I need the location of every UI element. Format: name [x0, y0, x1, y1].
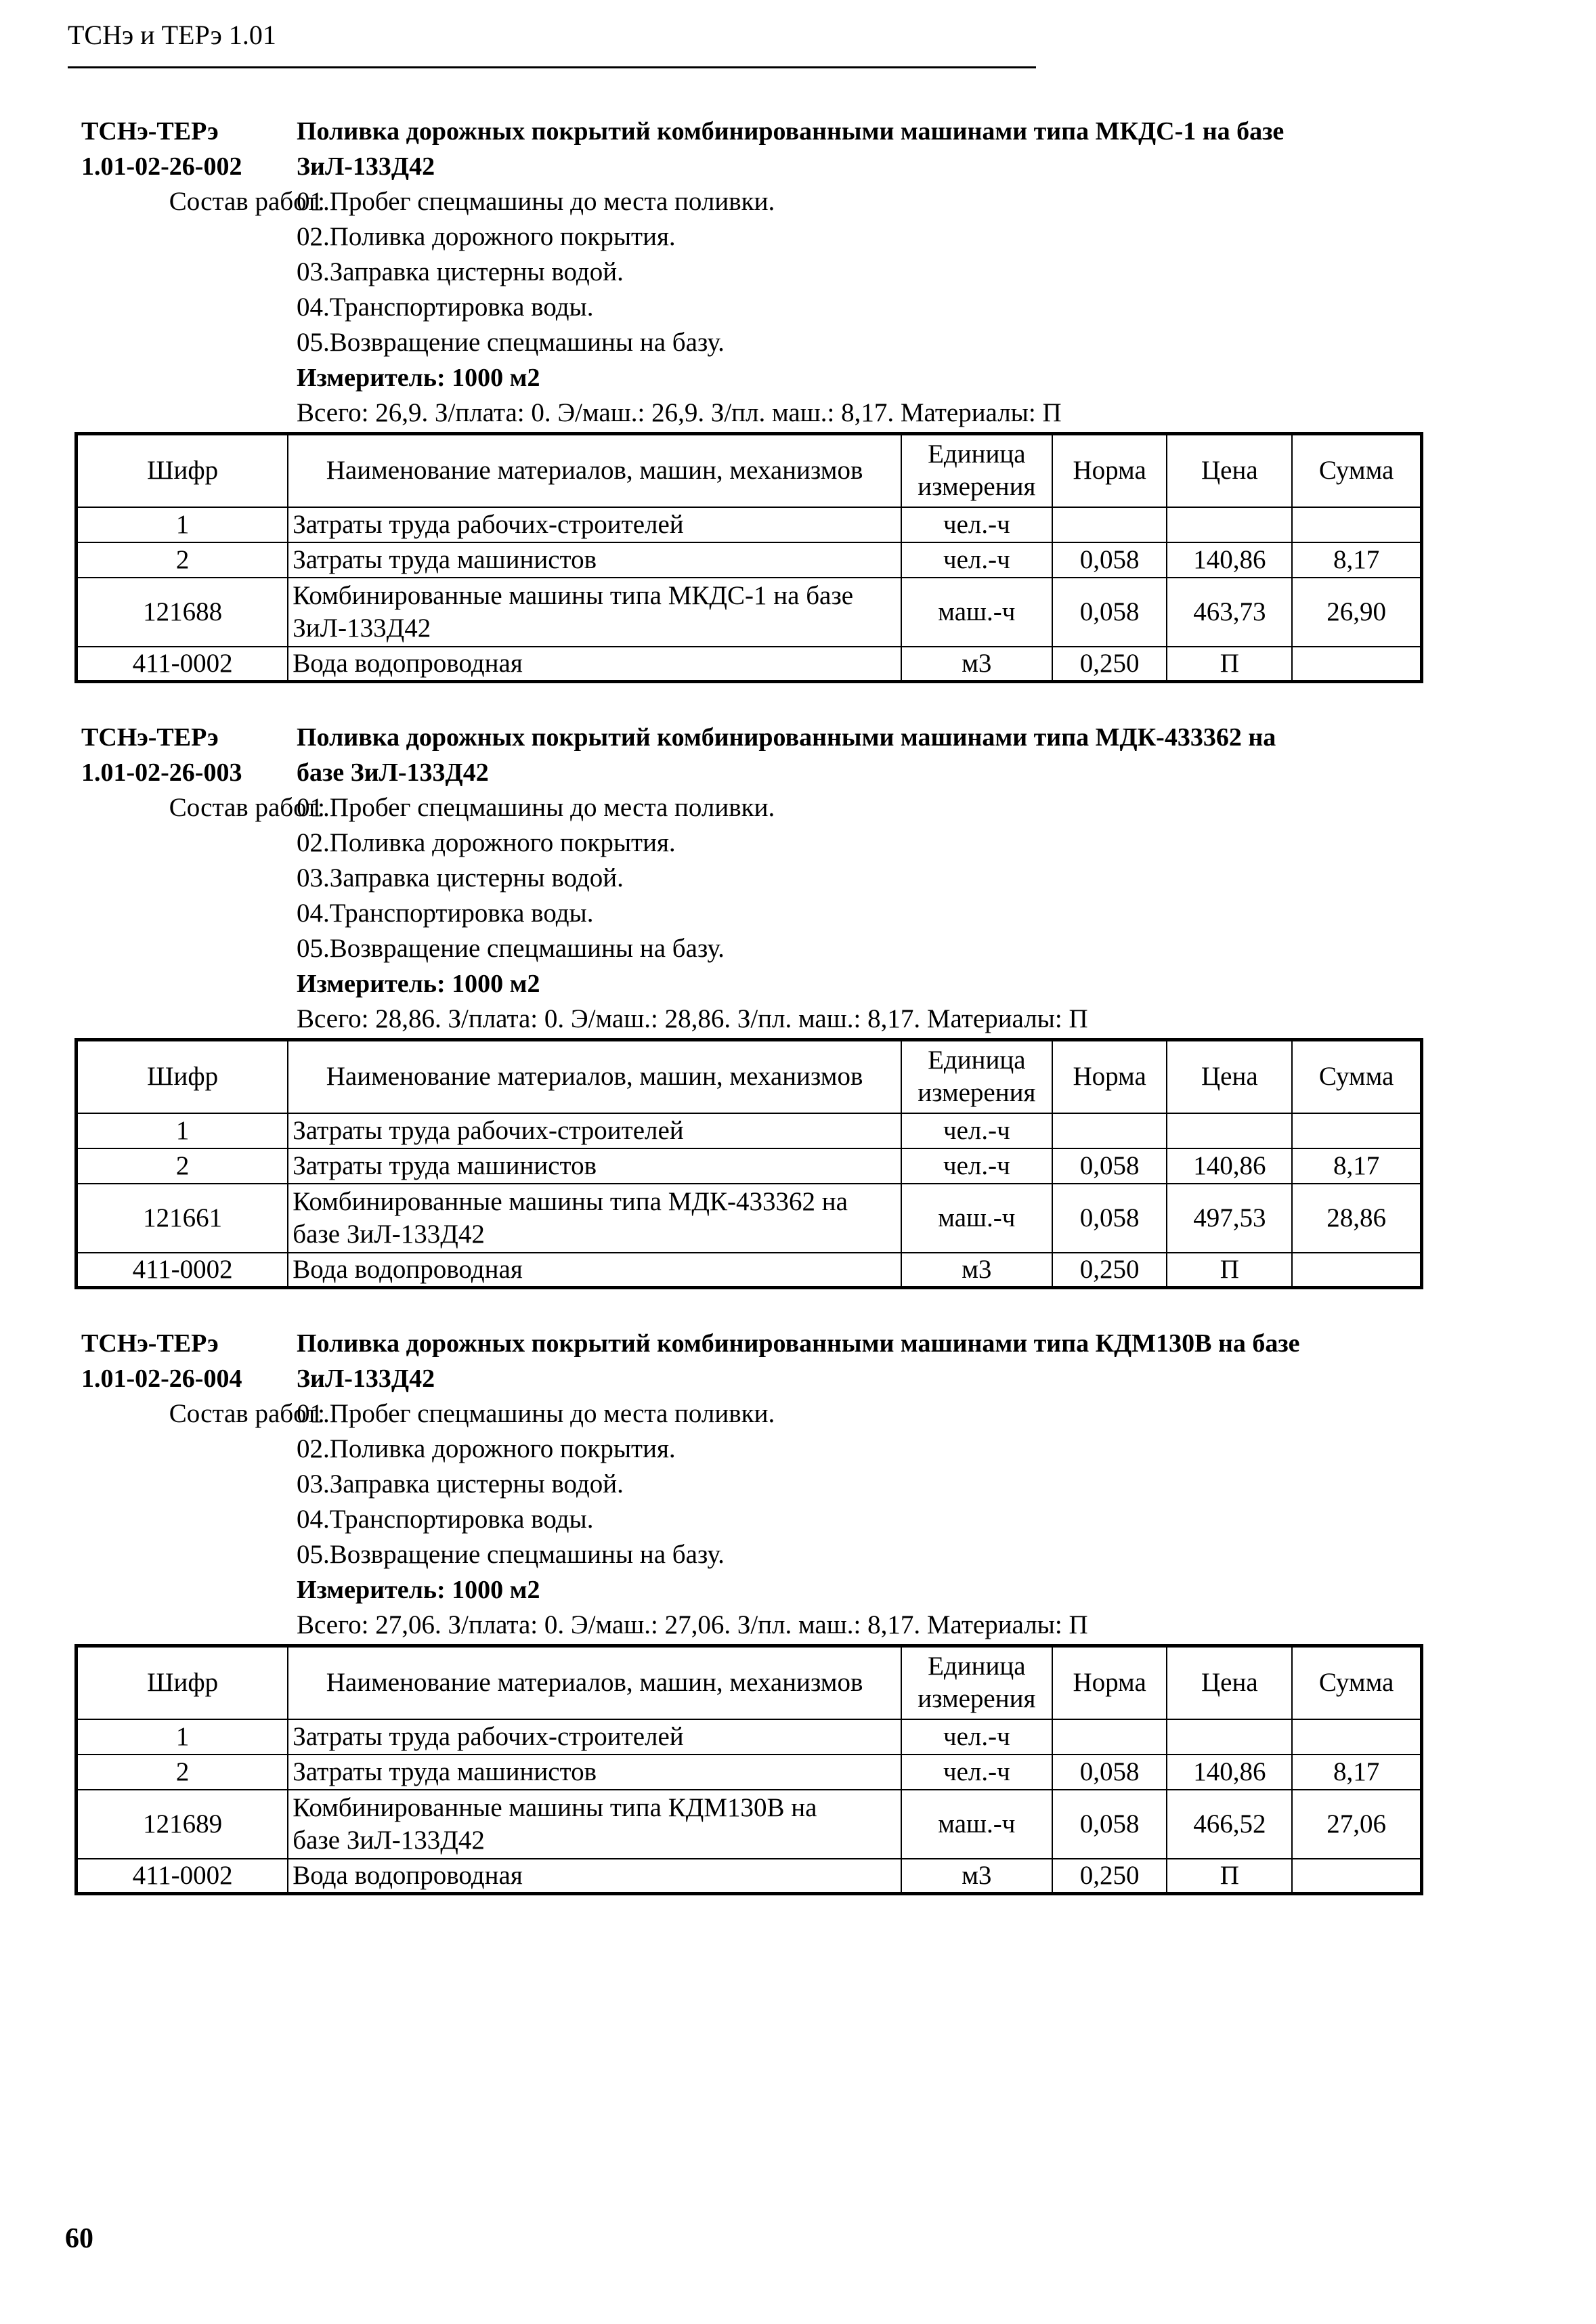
entry-title-row	[68, 1326, 1422, 1361]
cell-name-line: Затраты труда машинистов	[293, 1150, 597, 1180]
meter: Измеритель: 1000 м2	[297, 1576, 540, 1604]
cell-name	[288, 1184, 901, 1253]
work-item-row	[68, 1432, 1422, 1467]
cell-name-line: базе ЗиЛ-133Д42	[293, 1219, 485, 1249]
cell-name	[288, 1859, 901, 1894]
cell-price	[1167, 507, 1292, 542]
cell-code: 2	[77, 1755, 288, 1790]
cell-code: 121688	[77, 578, 288, 647]
meter-row	[68, 1572, 1422, 1608]
entry-title: Поливка дорожных покрытий комбинированными машинами типа МДК-433362 на	[297, 723, 1276, 752]
resources-table	[74, 432, 1423, 683]
table-row	[77, 507, 1422, 542]
cell-name	[288, 1755, 901, 1790]
cell-code: 411-0002	[77, 1859, 288, 1894]
cell-norm	[1052, 507, 1167, 542]
work-item-row	[68, 931, 1422, 966]
cell-sum	[1292, 1859, 1421, 1894]
entry-title: Поливка дорожных покрытий комбинированными машинами типа КДМ130В на базе	[297, 1329, 1300, 1358]
cell-code: 411-0002	[77, 1253, 288, 1288]
work-item: 01.Пробег спецмашины до места поливки.	[297, 793, 775, 822]
cell-name	[288, 1790, 901, 1859]
work-item-row	[68, 896, 1422, 931]
cell-sum: 26,90	[1292, 578, 1421, 647]
cell-norm: 0,058	[1052, 1148, 1167, 1184]
cell-price	[1167, 1113, 1292, 1148]
work-item-row	[68, 219, 1422, 255]
composition-label: Состав работ:	[169, 187, 325, 216]
entry-prefix: ТСНэ-ТЕРэ	[81, 723, 219, 752]
cell-name-line: Комбинированные машины типа КДМ130В на	[293, 1792, 817, 1822]
col-unit-header-line: измерения	[918, 472, 1036, 502]
entry-title: ЗиЛ-133Д42	[297, 152, 435, 181]
work-item-row	[68, 1537, 1422, 1572]
cell-sum: 8,17	[1292, 1148, 1421, 1184]
cell-name	[288, 647, 901, 682]
col-sum-header: Сумма	[1292, 1040, 1421, 1113]
composition-label: Состав работ:	[169, 793, 325, 822]
cell-sum: 8,17	[1292, 1755, 1421, 1790]
cell-code: 1	[77, 1719, 288, 1755]
totals-row	[68, 1608, 1422, 1643]
cell-unit: м3	[901, 1253, 1052, 1288]
totals: Всего: 27,06. З/плата: 0. Э/маш.: 27,06. З/пл. маш.: 8,17. Материалы: П	[297, 1610, 1088, 1639]
cell-sum	[1292, 647, 1421, 682]
cell-unit: чел.-ч	[901, 542, 1052, 578]
cell-code: 2	[77, 542, 288, 578]
work-item-row	[68, 184, 1422, 219]
work-item: 05.Возвращение спецмашины на базу.	[297, 1540, 725, 1569]
cell-sum: 8,17	[1292, 542, 1421, 578]
totals: Всего: 26,9. З/плата: 0. Э/маш.: 26,9. З/пл. маш.: 8,17. Материалы: П	[297, 398, 1062, 427]
work-item-row	[68, 1396, 1422, 1432]
cell-code: 411-0002	[77, 647, 288, 682]
entry-title-row	[68, 114, 1422, 149]
col-code-header: Шифр	[77, 1040, 288, 1113]
col-name-header: Наименование материалов, машин, механизмов	[288, 434, 901, 507]
cell-unit: чел.-ч	[901, 1148, 1052, 1184]
meter-row	[68, 966, 1422, 1002]
entry-code: 1.01-02-26-003	[81, 758, 242, 787]
cell-name	[288, 1148, 901, 1184]
cell-name	[288, 542, 901, 578]
entry-prefix: ТСНэ-ТЕРэ	[81, 117, 219, 146]
header-divider	[68, 66, 1036, 68]
col-price-header: Цена	[1167, 1646, 1292, 1719]
col-price-header: Цена	[1167, 1040, 1292, 1113]
cell-name-line: Вода водопроводная	[293, 1860, 523, 1890]
meter-row	[68, 360, 1422, 395]
cell-name	[288, 507, 901, 542]
cell-unit: маш.-ч	[901, 1790, 1052, 1859]
work-item-row	[68, 825, 1422, 861]
work-item: 05.Возвращение спецмашины на базу.	[297, 934, 725, 963]
cell-norm: 0,058	[1052, 578, 1167, 647]
col-unit-header-line: Единица	[928, 1652, 1026, 1681]
table-row	[77, 1113, 1422, 1148]
col-sum-header: Сумма	[1292, 1646, 1421, 1719]
cell-sum: 27,06	[1292, 1790, 1421, 1859]
cell-name-line: Затраты труда рабочих-строителей	[293, 509, 684, 539]
table-header-row	[77, 1040, 1422, 1113]
cell-code: 1	[77, 507, 288, 542]
entry-title: ЗиЛ-133Д42	[297, 1364, 435, 1393]
col-price-header: Цена	[1167, 434, 1292, 507]
cell-unit: маш.-ч	[901, 578, 1052, 647]
cell-price: П	[1167, 1859, 1292, 1894]
table-row	[77, 1184, 1422, 1253]
spec-entry	[68, 1326, 1422, 1643]
entry-title: базе ЗиЛ-133Д42	[297, 758, 489, 787]
work-item: 04.Транспортировка воды.	[297, 1505, 594, 1534]
spec-entry	[68, 114, 1422, 431]
meter: Измеритель: 1000 м2	[297, 364, 540, 392]
cell-price: 463,73	[1167, 578, 1292, 647]
cell-name-line: Комбинированные машины типа МДК-433362 на	[293, 1186, 848, 1216]
work-item-row	[68, 790, 1422, 825]
entry-title-row	[68, 755, 1422, 790]
cell-name	[288, 1719, 901, 1755]
cell-name-line: ЗиЛ-133Д42	[293, 613, 431, 643]
work-item: 02.Поливка дорожного покрытия.	[297, 222, 676, 251]
page-number: 60	[65, 2223, 93, 2254]
cell-unit: чел.-ч	[901, 1755, 1052, 1790]
col-unit-header	[901, 1040, 1052, 1113]
cell-unit: м3	[901, 647, 1052, 682]
cell-norm: 0,250	[1052, 1859, 1167, 1894]
cell-price	[1167, 1719, 1292, 1755]
cell-price: 497,53	[1167, 1184, 1292, 1253]
cell-norm: 0,250	[1052, 1253, 1167, 1288]
work-item: 04.Транспортировка воды.	[297, 899, 594, 928]
table-row	[77, 1719, 1422, 1755]
work-item-row	[68, 325, 1422, 360]
col-unit-header	[901, 1646, 1052, 1719]
cell-unit: м3	[901, 1859, 1052, 1894]
work-item-row	[68, 861, 1422, 896]
cell-name-line: Затраты труда рабочих-строителей	[293, 1115, 684, 1145]
cell-unit: чел.-ч	[901, 1113, 1052, 1148]
cell-code: 1	[77, 1113, 288, 1148]
col-norm-header: Норма	[1052, 1646, 1167, 1719]
cell-name	[288, 1113, 901, 1148]
cell-price: 466,52	[1167, 1790, 1292, 1859]
col-unit-header-line: Единица	[928, 1046, 1026, 1075]
entry-code: 1.01-02-26-002	[81, 152, 242, 181]
col-unit-header	[901, 434, 1052, 507]
cell-norm: 0,250	[1052, 647, 1167, 682]
cell-price: П	[1167, 1253, 1292, 1288]
cell-name-line: Вода водопроводная	[293, 1254, 523, 1284]
cell-sum	[1292, 507, 1421, 542]
entry-title-row	[68, 149, 1422, 184]
work-item: 03.Заправка цистерны водой.	[297, 1469, 624, 1499]
cell-name-line: Затраты труда машинистов	[293, 544, 597, 574]
work-item: 02.Поливка дорожного покрытия.	[297, 828, 676, 857]
resources-table	[74, 1038, 1423, 1289]
table-row	[77, 1755, 1422, 1790]
cell-price: 140,86	[1167, 1148, 1292, 1184]
entry-code: 1.01-02-26-004	[81, 1364, 242, 1393]
col-unit-header-line: измерения	[918, 1078, 1036, 1108]
work-item: 02.Поливка дорожного покрытия.	[297, 1434, 676, 1463]
cell-unit: чел.-ч	[901, 1719, 1052, 1755]
cell-name-line: Затраты труда машинистов	[293, 1757, 597, 1786]
entry-title: Поливка дорожных покрытий комбинированными машинами типа МКДС-1 на базе	[297, 117, 1285, 146]
work-item: 03.Заправка цистерны водой.	[297, 257, 624, 286]
cell-unit: маш.-ч	[901, 1184, 1052, 1253]
cell-unit: чел.-ч	[901, 507, 1052, 542]
col-code-header: Шифр	[77, 1646, 288, 1719]
entry-title-row	[68, 1361, 1422, 1396]
table-row	[77, 578, 1422, 647]
work-item-row	[68, 290, 1422, 325]
cell-norm	[1052, 1719, 1167, 1755]
col-norm-header: Норма	[1052, 1040, 1167, 1113]
table-row	[77, 647, 1422, 682]
col-name-header: Наименование материалов, машин, механизмов	[288, 1040, 901, 1113]
totals-row	[68, 395, 1422, 431]
cell-code: 2	[77, 1148, 288, 1184]
col-unit-header-line: измерения	[918, 1684, 1036, 1714]
running-header: ТСНэ и ТЕРэ 1.01	[68, 20, 276, 50]
cell-code: 121689	[77, 1790, 288, 1859]
totals: Всего: 28,86. З/плата: 0. Э/маш.: 28,86. З/пл. маш.: 8,17. Материалы: П	[297, 1004, 1088, 1033]
cell-norm: 0,058	[1052, 1184, 1167, 1253]
cell-code: 121661	[77, 1184, 288, 1253]
work-item-row	[68, 1467, 1422, 1502]
entry-prefix: ТСНэ-ТЕРэ	[81, 1329, 219, 1358]
table-header-row	[77, 1646, 1422, 1719]
table-row	[77, 1253, 1422, 1288]
cell-name-line: базе ЗиЛ-133Д42	[293, 1825, 485, 1855]
spec-entry	[68, 720, 1422, 1037]
table-row	[77, 542, 1422, 578]
cell-norm: 0,058	[1052, 1755, 1167, 1790]
col-code-header: Шифр	[77, 434, 288, 507]
work-item: 03.Заправка цистерны водой.	[297, 863, 624, 892]
col-sum-header: Сумма	[1292, 434, 1421, 507]
cell-sum	[1292, 1253, 1421, 1288]
cell-name	[288, 578, 901, 647]
cell-norm: 0,058	[1052, 1790, 1167, 1859]
cell-sum	[1292, 1719, 1421, 1755]
cell-name-line: Затраты труда рабочих-строителей	[293, 1721, 684, 1751]
cell-norm: 0,058	[1052, 542, 1167, 578]
cell-sum: 28,86	[1292, 1184, 1421, 1253]
table-row	[77, 1859, 1422, 1894]
work-item-row	[68, 1502, 1422, 1537]
cell-price: 140,86	[1167, 542, 1292, 578]
work-item-row	[68, 255, 1422, 290]
cell-sum	[1292, 1113, 1421, 1148]
entry-title-row	[68, 720, 1422, 755]
work-item: 01.Пробег спецмашины до места поливки.	[297, 187, 775, 216]
work-item: 05.Возвращение спецмашины на базу.	[297, 328, 725, 357]
col-name-header: Наименование материалов, машин, механизмов	[288, 1646, 901, 1719]
resources-table	[74, 1644, 1423, 1895]
totals-row	[68, 1002, 1422, 1037]
table-header-row	[77, 434, 1422, 507]
cell-name-line: Комбинированные машины типа МКДС-1 на базе	[293, 580, 854, 610]
cell-price: П	[1167, 647, 1292, 682]
cell-norm	[1052, 1113, 1167, 1148]
col-norm-header: Норма	[1052, 434, 1167, 507]
cell-name-line: Вода водопроводная	[293, 648, 523, 678]
cell-name	[288, 1253, 901, 1288]
cell-price: 140,86	[1167, 1755, 1292, 1790]
table-row	[77, 1148, 1422, 1184]
meter: Измеритель: 1000 м2	[297, 970, 540, 998]
work-item: 01.Пробег спецмашины до места поливки.	[297, 1399, 775, 1428]
col-unit-header-line: Единица	[928, 439, 1026, 469]
work-item: 04.Транспортировка воды.	[297, 293, 594, 322]
composition-label: Состав работ:	[169, 1399, 325, 1428]
table-row	[77, 1790, 1422, 1859]
